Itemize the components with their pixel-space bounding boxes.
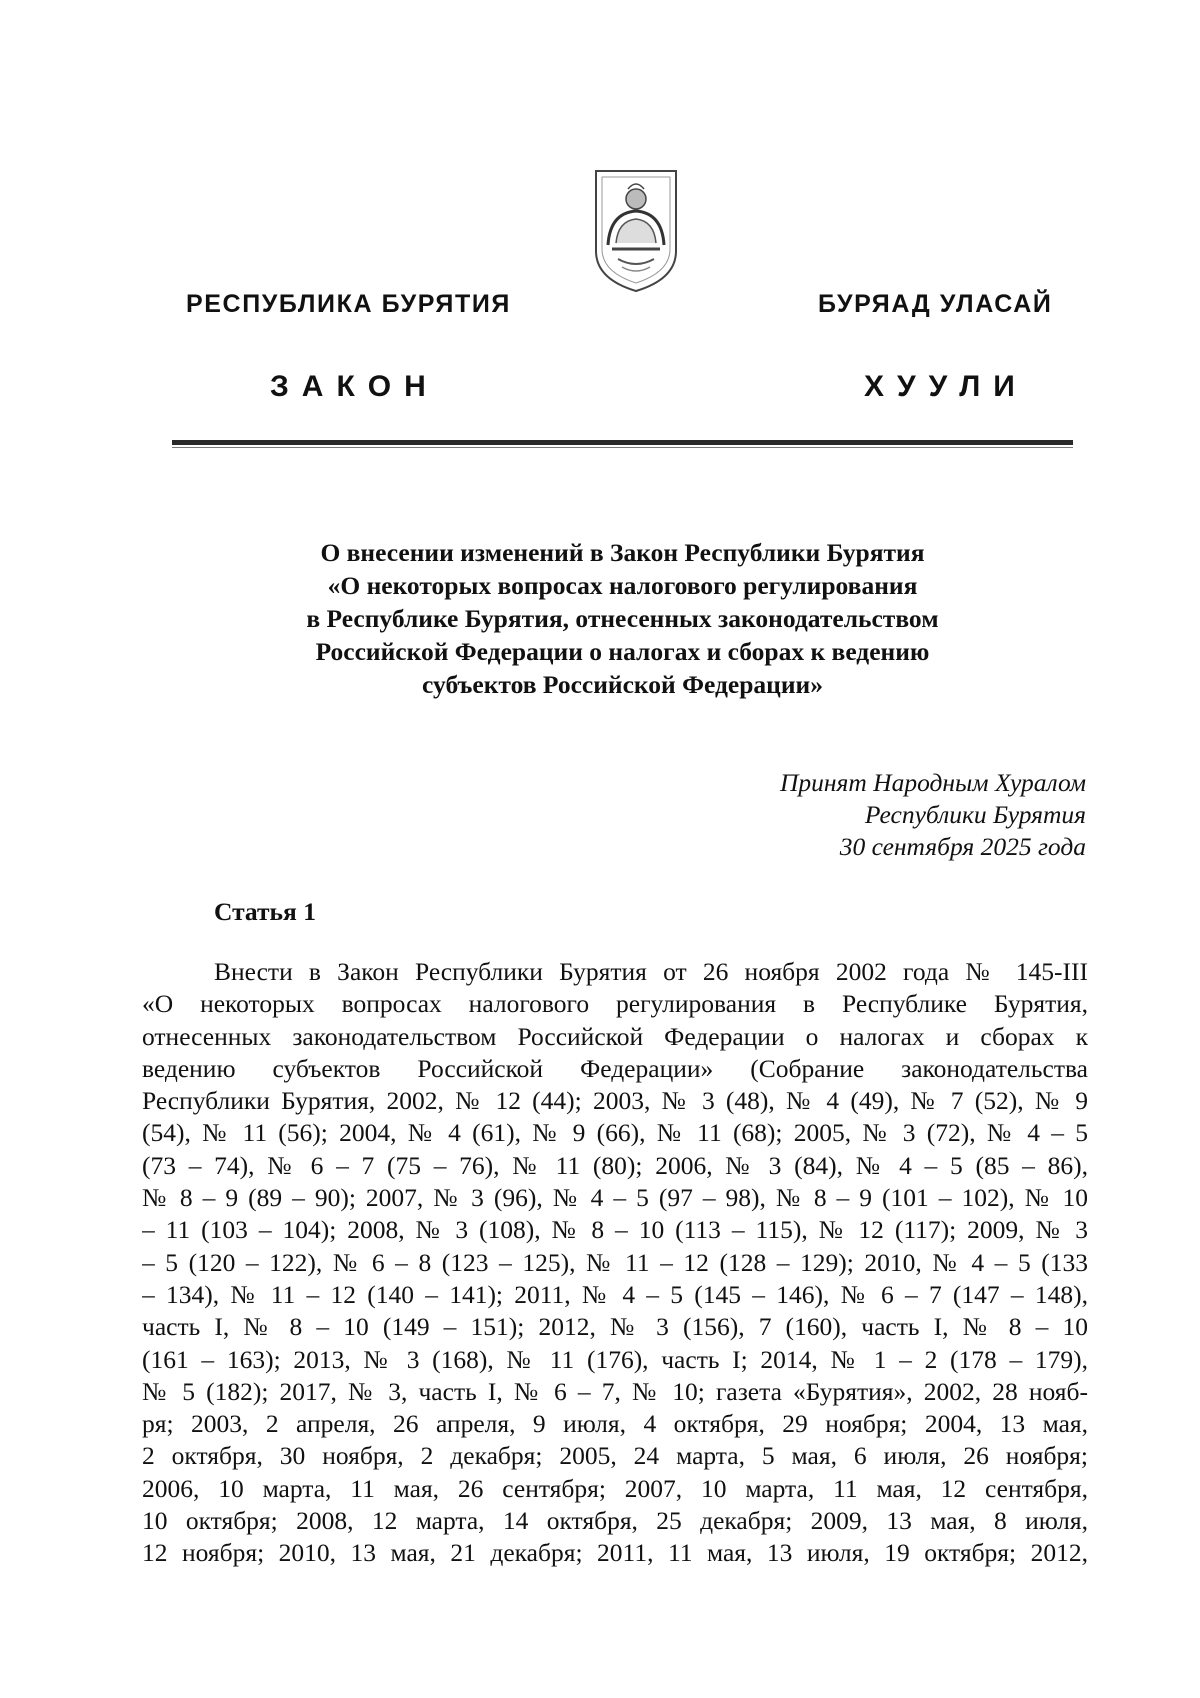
title-line: субъектов Российской Федерации» bbox=[422, 670, 823, 699]
adoption-note bbox=[780, 767, 1086, 863]
title-line: Российской Федерации о налогах и сборах к ведению bbox=[315, 637, 930, 666]
body-line: 2 октября, 30 ноября, 2 декабря; 2005, 24 марта, 5 мая, 6 июля, 26 ноября; bbox=[142, 1441, 1088, 1471]
republic-name-ru: РЕСПУБЛИКА БУРЯТИЯ bbox=[186, 290, 511, 318]
law-title bbox=[172, 536, 1073, 701]
title-line: «О некоторых вопросах налогового регулирования bbox=[327, 571, 918, 600]
body-line: часть I, № 8 – 10 (149 – 151); 2012, № 3 (156), 7 (160), часть I, № 8 – 10 bbox=[142, 1312, 1088, 1342]
body-line: (161 – 163); 2013, № 3 (168), № 11 (176), часть I; 2014, № 1 – 2 (178 – 179), bbox=[142, 1344, 1088, 1374]
article-heading: Статья 1 bbox=[214, 897, 316, 926]
body-line: 12 ноября; 2010, 13 мая, 21 декабря; 2011, 11 мая, 13 июля, 19 октября; 2012, bbox=[142, 1538, 1088, 1568]
body-line: Республики Бурятия, 2002, № 12 (44); 2003, № 3 (48), № 4 (49), № 7 (52), № 9 bbox=[142, 1086, 1088, 1116]
body-line: ведению субъектов Российской Федерации» (Собрание законодательства bbox=[142, 1053, 1088, 1083]
article-body bbox=[142, 956, 1088, 1570]
body-line: отнесенных законодательством Российской Федерации о налогах и сборах к bbox=[142, 1021, 1088, 1051]
body-line: – 11 (103 – 104); 2008, № 3 (108), № 8 – 10 (113 – 115), № 12 (117); 2009, № 3 bbox=[142, 1215, 1088, 1245]
body-line: «О некоторых вопросах налогового регулирования в Республике Бурятия, bbox=[142, 989, 1088, 1019]
title-line: О внесении изменений в Закон Республики Бурятия bbox=[320, 538, 925, 567]
law-label-bua: ХУУЛИ bbox=[864, 370, 1028, 403]
body-line: Внести в Закон Республики Бурятия от 26 ноября 2002 года № 145-III bbox=[214, 957, 1088, 986]
adoption-line: 30 сентября 2025 года bbox=[839, 832, 1086, 861]
header-divider bbox=[172, 440, 1073, 445]
adoption-line: Принят Народным Хуралом bbox=[779, 768, 1086, 797]
coat-of-arms-icon bbox=[592, 167, 680, 295]
body-line: ря; 2003, 2 апреля, 26 апреля, 9 июля, 4 октября, 29 ноября; 2004, 13 мая, bbox=[142, 1409, 1088, 1439]
body-line: – 5 (120 – 122), № 6 – 8 (123 – 125), № 11 – 12 (128 – 129); 2010, № 4 – 5 (133 bbox=[142, 1247, 1088, 1277]
adoption-line: Республики Бурятия bbox=[864, 800, 1086, 829]
header-divider-thin bbox=[172, 447, 1073, 448]
body-line: № 8 – 9 (89 – 90); 2007, № 3 (96), № 4 – 5 (97 – 98), № 8 – 9 (101 – 102), № 10 bbox=[142, 1183, 1088, 1213]
body-line: – 134), № 11 – 12 (140 – 141); 2011, № 4 – 5 (145 – 146), № 6 – 7 (147 – 148), bbox=[142, 1279, 1088, 1309]
law-label-ru: ЗАКОН bbox=[270, 370, 439, 403]
body-line: 2006, 10 марта, 11 мая, 26 сентября; 2007, 10 марта, 11 мая, 12 сентября, bbox=[142, 1473, 1088, 1503]
body-line: № 5 (182); 2017, № 3, часть I, № 6 – 7, № 10; газета «Бурятия», 2002, 28 нояб- bbox=[142, 1376, 1088, 1406]
body-line: (73 – 74), № 6 – 7 (75 – 76), № 11 (80); 2006, № 3 (84), № 4 – 5 (85 – 86), bbox=[142, 1150, 1088, 1180]
body-line: (54), № 11 (56); 2004, № 4 (61), № 9 (66), № 11 (68); 2005, № 3 (72), № 4 – 5 bbox=[142, 1118, 1088, 1148]
republic-name-bua: БУРЯАД УЛАСАЙ bbox=[818, 290, 1053, 318]
title-line: в Республике Бурятия, отнесенных законодательством bbox=[306, 604, 939, 633]
body-line: 10 октября; 2008, 12 марта, 14 октября, 25 декабря; 2009, 13 мая, 8 июля, bbox=[142, 1506, 1088, 1536]
